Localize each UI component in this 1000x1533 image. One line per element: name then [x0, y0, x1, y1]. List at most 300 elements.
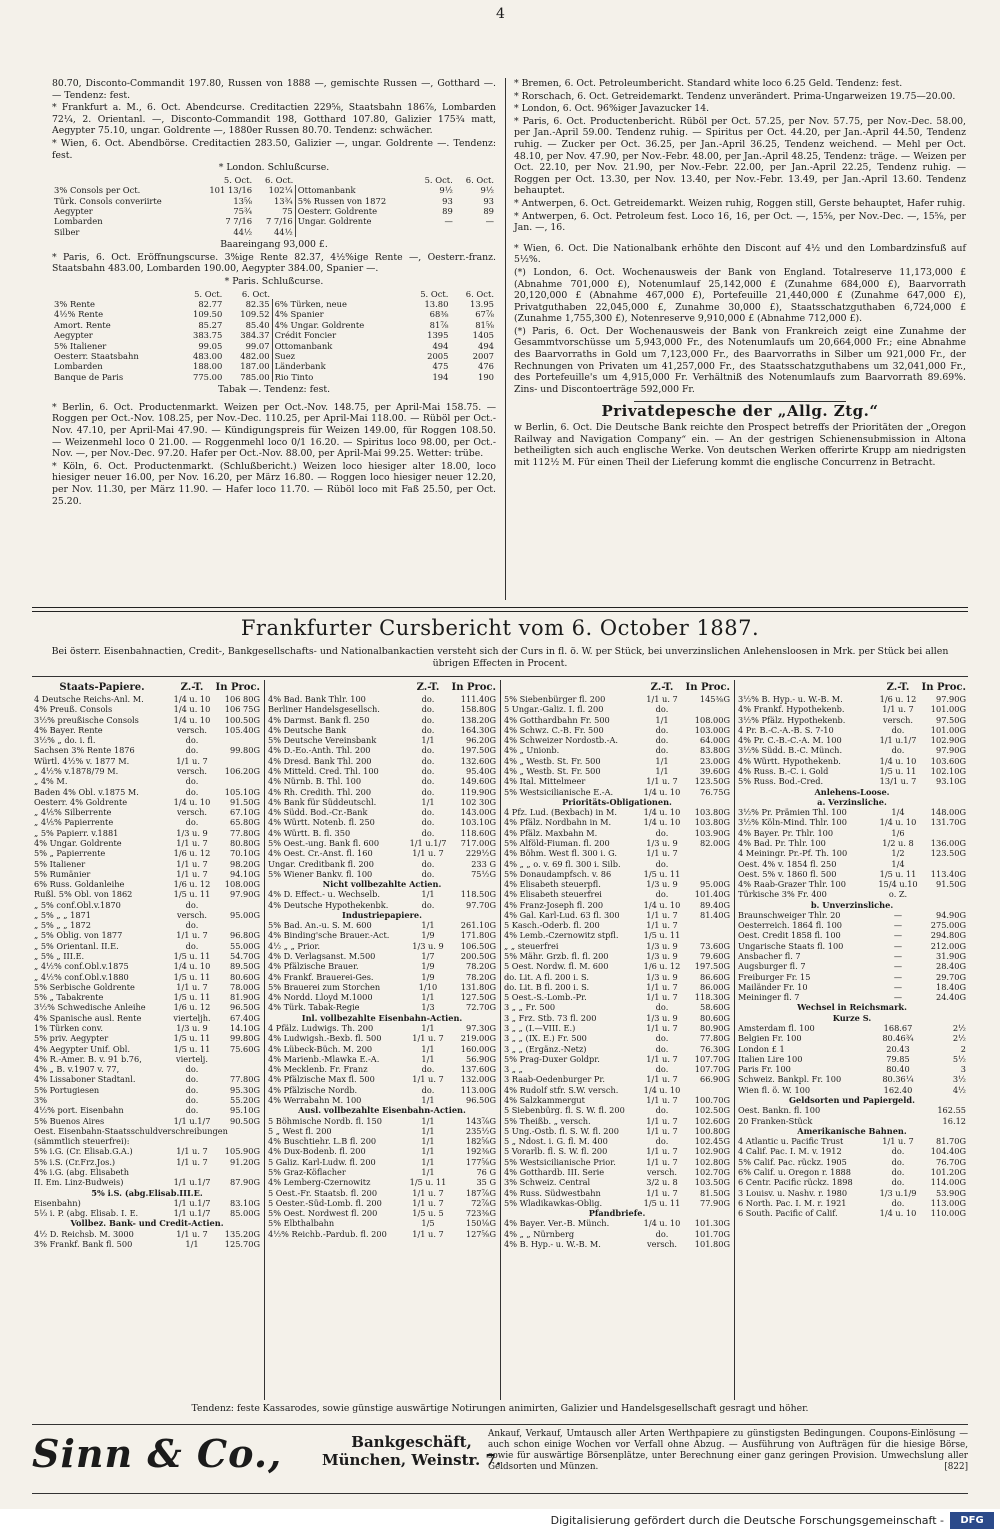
security-name: Banque de Paris	[54, 371, 124, 382]
security-name: Ottomanbank	[295, 185, 413, 195]
quote-value: 53.90G	[936, 1187, 966, 1198]
quote-value: 106 80G	[224, 694, 260, 704]
column-divider	[500, 680, 501, 1400]
quote-value: 4½	[952, 1084, 966, 1095]
interest-term: 1/3 u. 9	[646, 837, 678, 848]
quote-value: 101.00G	[930, 724, 966, 735]
security-name: „ 5% „ III.E.	[34, 951, 85, 962]
security-name: 4% Salzkammergut	[504, 1094, 585, 1105]
security-name: 4% Lemberg-Czernowitz	[268, 1177, 371, 1188]
interest-term: 1/5 u. 11	[173, 971, 211, 982]
security-name: London £ 1	[738, 1043, 785, 1054]
quote-row	[52, 341, 496, 351]
table-row	[738, 961, 966, 971]
security-name: Braunschweiger Thlr. 20	[738, 909, 841, 920]
security-name: 4% Türk. Tabak-Regie	[268, 1002, 360, 1013]
interest-term: 1/4 u. 10	[173, 694, 211, 704]
quote-value: 7 7/16	[265, 216, 293, 227]
table-row	[504, 735, 730, 745]
table-row	[738, 930, 966, 940]
interest-term: 1/1	[421, 992, 435, 1003]
quote-value: 82.77	[198, 298, 223, 309]
interest-term: 1/6 u. 12	[173, 848, 211, 859]
quote-value: 219.00G	[460, 1033, 496, 1044]
security-name: 5% Italiener	[34, 858, 86, 869]
quote-value: 275.00G	[930, 920, 966, 931]
quote-value: 483.00	[193, 351, 223, 361]
table-row	[268, 961, 496, 971]
interest-term: do.	[891, 1156, 905, 1167]
security-name: 5% Theißb. „ versch.	[504, 1115, 591, 1126]
quote-value: 103.60G	[930, 755, 966, 766]
security-name: 5 Oest.-S.-Lomb.-Pr.	[504, 992, 587, 1003]
table-row	[268, 900, 496, 910]
security-name: 5% Oest. Nordwest fl. 200	[268, 1208, 378, 1219]
quote-value: 2005	[427, 351, 449, 361]
quote-value: 103.00G	[694, 724, 730, 735]
quote-value: 56.90G	[466, 1053, 496, 1064]
interest-term: do.	[185, 940, 199, 951]
interest-term: 1/4 u. 10	[643, 817, 681, 828]
quote-value: 66.90G	[700, 1074, 730, 1085]
security-name: 3% Consols per Oct.	[54, 185, 141, 196]
interest-term: 15/4 u.10	[878, 879, 918, 890]
quote-value: 113.40G	[930, 868, 966, 879]
table-row	[738, 982, 966, 992]
table-row	[504, 1095, 730, 1105]
table-row	[504, 1105, 730, 1115]
table-row	[738, 1105, 966, 1115]
security-name: 5⅓ i. P. (abg. Elisab. I. E.	[34, 1208, 139, 1219]
table-row	[504, 1116, 730, 1126]
quote-value: 90.50G	[230, 1115, 260, 1126]
security-name: 4% Mecklenb. Fr. Franz	[268, 1064, 368, 1075]
interest-term: do.	[891, 1166, 905, 1177]
quote-value: 105.40G	[224, 724, 260, 735]
quote-value	[920, 859, 966, 869]
security-name: 4% Schweizer Nordostb.-A.	[504, 735, 619, 746]
security-name: 4% Lübeck-Büch. M. 200	[268, 1043, 373, 1054]
interest-term: 1/1 u. 7	[176, 1228, 208, 1239]
table-row	[504, 828, 730, 838]
security-name: Oesterreich. 1864 fl. 100	[738, 920, 842, 931]
interest-term: 1/9	[421, 961, 435, 972]
security-name: 4% Spanische ausl. Rente	[34, 1012, 142, 1023]
date-header: 5. Oct.	[223, 174, 253, 185]
quote-value: 96.80G	[230, 930, 260, 941]
table-row	[738, 1188, 966, 1198]
table-row	[34, 787, 260, 797]
interest-term: do.	[421, 724, 435, 735]
quote-value: 182⅝G	[465, 1136, 496, 1147]
interest-term: do.	[421, 714, 435, 725]
column-divider	[734, 680, 735, 1400]
quote-value: 187.00	[240, 361, 270, 372]
security-name: Amort. Rente	[54, 319, 111, 330]
table-row	[34, 961, 260, 971]
table-row	[504, 869, 730, 879]
table-row	[34, 1105, 260, 1115]
table-row	[504, 930, 730, 940]
security-name: 4% Lissaboner Stadtanl.	[34, 1074, 136, 1085]
interest-term: do.	[891, 1177, 905, 1188]
interest-term: 1/1 u. 7	[646, 694, 678, 704]
security-name: „ 5% Orientanl. II.E.	[34, 940, 119, 951]
table-row	[34, 1074, 260, 1084]
table-row	[34, 889, 260, 899]
security-name: 3½% Pfälz. Hypothekenb.	[738, 714, 846, 725]
quote-value: 99.80G	[230, 745, 260, 756]
quote-value: 9½	[439, 185, 453, 196]
security-name: Oest. Eisenbahn-Staatsschuldverschreibungen	[34, 1125, 228, 1136]
zt-header: Z.-T.	[416, 682, 440, 693]
interest-term: do.	[655, 1043, 669, 1054]
quote-value: 81.90G	[230, 992, 260, 1003]
security-name: 3 „ „ Fr. 500	[504, 1002, 556, 1013]
security-name: 5% Italiener	[54, 340, 107, 351]
security-name: 5% Mähr. Grzb. fl. fl. 200	[504, 951, 609, 962]
table-row	[268, 1095, 496, 1105]
interest-term: do.	[185, 920, 199, 931]
quote-value: 192⅜G	[465, 1146, 496, 1157]
table-row	[34, 756, 260, 766]
security-name: 4% Russ. Südwestbahn	[504, 1187, 601, 1198]
table-row	[268, 1074, 496, 1084]
interest-term: 1/1	[421, 889, 435, 900]
security-name: 4% Raab-Grazer Thlr. 100	[738, 879, 846, 890]
table-row	[34, 1146, 260, 1156]
table-row	[738, 972, 966, 982]
interest-term: 1/5 u. 11	[173, 1043, 211, 1054]
interest-term: 1/1 u.1/7	[409, 837, 447, 848]
interest-term: do.	[891, 745, 905, 756]
quote-value: 95.40G	[466, 765, 496, 776]
table-row	[504, 1136, 730, 1146]
quote-value: 31.90G	[936, 951, 966, 962]
quote-value: 106.20G	[224, 765, 260, 776]
table-row	[738, 766, 966, 776]
table-row	[34, 1239, 260, 1249]
security-name: 5 Oester.-Süd-Lomb. fl. 200	[268, 1197, 382, 1208]
table-row	[34, 1002, 260, 1012]
table-row	[268, 1198, 496, 1208]
table-row	[268, 869, 496, 879]
interest-term: 1/3	[421, 1002, 435, 1013]
table-row	[268, 776, 496, 786]
security-name: 4 Pfz. Lud. (Bexbach) in M.	[504, 807, 617, 818]
quote-value: 70.10G	[230, 848, 260, 859]
table-row	[34, 817, 260, 827]
security-name: 5% Deutsche Vereinsbank	[268, 735, 377, 746]
security-name: Oest. Bankn. fl. 100	[738, 1105, 821, 1116]
quote-value: 96.50G	[230, 1002, 260, 1013]
quote-value: 494	[478, 340, 494, 351]
security-name: 4% Pfälzische Nordb.	[268, 1084, 358, 1095]
interest-term: 1/1 u. 7	[646, 1023, 678, 1033]
security-name: 3 „ „ (I.—VIII. E.)	[504, 1023, 576, 1033]
kursbericht-title: Frankfurter Cursbericht vom 6. October 1887.	[240, 616, 760, 640]
quote-value: 1405	[472, 330, 494, 341]
table-row	[504, 1177, 730, 1187]
security-name: Ansbacher fl. 7	[738, 951, 801, 962]
quote-value: 197.50G	[460, 745, 496, 756]
security-name: 4% Gotthardb. III. Serie	[504, 1166, 605, 1177]
quote-value: —	[444, 216, 453, 227]
quote-value	[684, 1085, 730, 1095]
security-name: Amerikanische Bahnen.	[797, 1125, 907, 1136]
quote-value	[214, 1054, 260, 1064]
quote-value: 72.70G	[466, 1002, 496, 1013]
quote-value: 102 30G	[460, 796, 496, 807]
text-paragraph: * Paris, 6. Oct. Productenbericht. Rüböl per Oct. 57.25, per Nov. 57.75, per Nov.-Dec. 58.00, per Jan.-April 59.00. Tendenz ruhig. — Spiritus per Oct. 44.20, per Jan.-April 44.50, Tendenz ruhig. — Zucker per Oct. 36.25, per Jan.-April 36.25, Tendenz weichend. — Mehl per Oct. 48.10, per Nov. 47.90, per Nov.-Febr. 48.00, per Jan.-April 48.25, Tendenz: träge. — Weizen per Oct. 22.10, per Nov. 21.90, per Nov.-Febr. 22.00, per Jan.-April 22.25, Tendenz ruhig. — Roggen per Oct. 13.30, per Nov. 13.40, per Nov.-Febr. 13.49, per Jan.-April 13.60. Tendenz behauptet.	[514, 115, 966, 197]
table-row	[268, 889, 496, 899]
interest-term: 162.40	[883, 1084, 913, 1095]
section-rule	[32, 607, 968, 612]
quote-value: 102.60G	[694, 1115, 730, 1126]
interest-term: do.	[655, 1105, 669, 1116]
interest-term: 1/3 u. 9	[646, 940, 678, 951]
security-name: Ungar. Goldrente	[295, 216, 413, 226]
group-heading	[268, 1105, 496, 1115]
security-name: 4% Schwz. C.-B. Fr. 500	[504, 724, 604, 735]
table-row	[34, 930, 260, 940]
table-row	[738, 807, 966, 817]
quote-value: 717.00G	[460, 837, 496, 848]
quote-value: 138.20G	[460, 714, 496, 725]
table-row	[268, 1116, 496, 1126]
interest-term: 1/4 u. 10	[643, 899, 681, 910]
quote-value: 72⅞G	[471, 1197, 496, 1208]
quote-value: 67⅞	[475, 309, 494, 320]
quote-value: 80.90G	[700, 1023, 730, 1033]
table-row	[738, 1198, 966, 1208]
interest-term: 1/3 u. 9	[646, 971, 678, 982]
text-paragraph: * Antwerpen, 6. Oct. Getreidemarkt. Weizen ruhig, Roggen still, Gerste behauptet, Hafer ruhig.	[514, 197, 966, 209]
quote-value: 54.70G	[230, 951, 260, 962]
interest-term: vierteljh.	[173, 1012, 211, 1023]
interest-term: o. Z.	[888, 889, 908, 900]
group-heading	[34, 1188, 260, 1198]
security-name: 4% Bayer. Ver.-B. Münch.	[504, 1218, 610, 1229]
quote-value: 91.50G	[230, 796, 260, 807]
quote-value: 96.20G	[466, 735, 496, 746]
security-name: 4% Oest. Cr.-Anst. fl. 160	[268, 848, 373, 859]
security-name: 4% Bayer. Rente	[34, 724, 103, 735]
quote-value: 86.60G	[700, 971, 730, 982]
table-row	[268, 941, 496, 951]
security-name: 5 Kasch.-Oderb. fl. 200	[504, 920, 600, 931]
security-name: 6% Calif. u. Oregon r. 1888	[738, 1166, 851, 1177]
quote-value: 102.50G	[694, 1105, 730, 1116]
table-row	[268, 1136, 496, 1146]
quote-value: 16.12	[942, 1115, 966, 1126]
interest-term: 1/4 u. 10	[643, 1218, 681, 1229]
column-header	[738, 681, 966, 694]
quote-value: 85.00G	[230, 1208, 260, 1219]
quote-value: 64.00G	[700, 735, 730, 746]
quote-value: 103.90G	[694, 827, 730, 838]
table-row	[34, 900, 260, 910]
quote-value: 75	[282, 205, 293, 216]
security-name: 1% Türken conv.	[34, 1023, 103, 1033]
security-name: 4 Deutsche Reichs-Anl. M.	[34, 694, 144, 704]
quote-value: 75.60G	[230, 1043, 260, 1054]
table-row	[34, 972, 260, 982]
table-row	[268, 797, 496, 807]
group-heading	[738, 1126, 966, 1136]
security-name: 5% Bad. An.-u. S. M. 600	[268, 920, 372, 931]
quote-row	[52, 216, 496, 226]
interest-term: 1/5 u. 11	[879, 765, 917, 776]
table-row	[268, 745, 496, 755]
interest-term: 1/4 u. 10	[643, 786, 681, 797]
quote-value: 102.90G	[694, 1146, 730, 1157]
table-row	[738, 1167, 966, 1177]
text-paragraph: * Frankfurt a. M., 6. Oct. Abendcurse. Creditactien 229⅝, Staatsbahn 186⅞, Lombarden 72¼, 2. Orientanl. —, Disconto-Commandit 198, Gotthard 107.80, Galizier 175¾ matt, Aegypter 75.10, ungar. Goldrente —, 1880er Russen 80.70. Tendenz: schwächer.	[52, 102, 496, 137]
group-heading	[738, 1002, 966, 1012]
security-name: (sämmtlich steuerfrei):	[34, 1136, 130, 1147]
quote-value: 97.90G	[936, 745, 966, 756]
quote-row	[52, 320, 496, 330]
security-name: 3½% preußische Consols	[34, 714, 139, 725]
quote-value: 187⅞G	[465, 1187, 496, 1198]
interest-term: do.	[185, 745, 199, 756]
security-name: 4 Atlantic u. Pacific Trust	[738, 1136, 844, 1147]
interest-term: 1/1	[421, 1053, 435, 1064]
column-header	[504, 681, 730, 694]
security-name: 5% Elbthalbahn	[268, 1218, 335, 1229]
table-row	[34, 1167, 260, 1177]
interest-term: 1/1 u. 7	[176, 981, 208, 992]
quote-value	[684, 859, 730, 869]
quote-value	[920, 828, 966, 838]
table-row	[34, 951, 260, 961]
interest-term: 1/1 u.1/7	[173, 1115, 211, 1126]
security-name: 5% „ Tabakrente	[34, 992, 104, 1003]
interest-term: do.	[185, 786, 199, 797]
interest-term	[228, 1126, 244, 1136]
security-name: 4% Dux-Bodenb. fl. 200	[268, 1146, 366, 1157]
interest-term: do.	[421, 868, 435, 879]
quote-value: 2007	[472, 351, 494, 361]
table-row	[504, 766, 730, 776]
interest-term: 1/1 u. 7	[176, 1156, 208, 1167]
table-row	[738, 879, 966, 889]
text-paragraph: * Wien, 6. Oct. Die Nationalbank erhöhte den Discont auf 4½ und den Lombardzinsfuß auf 5½%.	[514, 242, 966, 266]
quote-value: 44½	[273, 226, 293, 237]
security-name: Inl. vollbezahlte Eisenbahn-Actien.	[301, 1012, 463, 1023]
quote-value: 87.90G	[230, 1177, 260, 1188]
interest-term: 13/1 u. 7	[879, 776, 917, 787]
security-name: 4% Bayer. Pr. Thlr. 100	[738, 827, 834, 838]
quote-value: 125.70G	[224, 1238, 260, 1249]
quote-value: 113.00G	[460, 1084, 496, 1095]
security-name: 6 North. Pac. I. M. r. 1921	[738, 1197, 847, 1208]
security-name: 4% Dresd. Bank Thl. 200	[268, 755, 372, 766]
interest-term: do.	[185, 1074, 199, 1085]
security-name: Meininger fl. 7	[738, 992, 800, 1003]
security-name: 3½% B. Hyp.- u. W.-B. M.	[738, 694, 843, 704]
security-name: 4% Pr. C.-B.-C.-A. M. 100	[738, 735, 842, 746]
interest-term: 1/1	[421, 1156, 435, 1167]
interest-term: 1/1 u. 7	[646, 909, 678, 920]
table-row	[504, 817, 730, 827]
interest-term: do.	[421, 827, 435, 838]
quote-value: 9½	[480, 185, 494, 196]
security-name: Oesterr. Goldrente	[295, 206, 413, 216]
quote-value: 150⅛G	[465, 1218, 496, 1229]
table-row	[268, 1085, 496, 1095]
interest-term: do.	[421, 899, 435, 910]
table-row	[504, 1167, 730, 1177]
interest-term: do.	[185, 1064, 199, 1075]
interest-term: 1/3 u. 9	[176, 1023, 208, 1033]
quote-row	[52, 351, 496, 361]
security-name: 5% Rumänier	[34, 868, 91, 879]
table-row	[268, 787, 496, 797]
quote-value	[684, 704, 730, 714]
security-name: Rio Tinto	[272, 372, 405, 382]
security-name: 4% Mitteld. Cred. Thl. 100	[268, 765, 379, 776]
table-row	[504, 1054, 730, 1064]
interest-term: do.	[421, 694, 435, 704]
quote-value: 118.60G	[460, 827, 496, 838]
quote-value: 137.60G	[460, 1064, 496, 1075]
paris-table	[52, 289, 496, 383]
security-name: 4½% port. Eisenbahn	[34, 1105, 124, 1116]
quote-value: 79.60G	[700, 951, 730, 962]
table-row	[268, 1188, 496, 1198]
quote-value: 101.70G	[694, 1228, 730, 1239]
security-name: 3 Louisv. u. Nashv. r. 1980	[738, 1187, 848, 1198]
security-name: 4% Pfälzische Brauer.	[268, 961, 359, 972]
security-name: 3%	[34, 1094, 47, 1105]
quote-value: 99.80G	[230, 1033, 260, 1044]
security-name: Oesterr. Staatsbahn	[54, 351, 139, 361]
table-row	[504, 859, 730, 869]
interest-term: 1/5 u. 11	[173, 992, 211, 1003]
table-row	[34, 1054, 260, 1064]
group-heading	[268, 1013, 496, 1023]
interest-term: 1/1	[185, 1238, 199, 1249]
table-row	[738, 1074, 966, 1084]
section-heading: * London. Schlußcurse.	[218, 162, 330, 174]
quote-value: 14.10G	[230, 1023, 260, 1033]
kurs-column-4	[738, 681, 966, 1401]
quote-value: 85.40	[245, 319, 270, 330]
ad-line: Bankgeschäft,	[351, 1433, 472, 1451]
kurs-column-3	[504, 681, 730, 1401]
table-row	[34, 1013, 260, 1023]
table-row	[34, 941, 260, 951]
quote-value: 476	[478, 361, 494, 372]
security-name: 5% Graz-Köflacher	[268, 1166, 346, 1177]
security-name: 5% Wladikawkas-Oblig.	[504, 1197, 603, 1208]
security-name: 4½ „ „ Prior.	[268, 940, 321, 951]
interest-term: do.	[421, 786, 435, 797]
quote-value: —	[485, 216, 494, 227]
quote-value: 97.30G	[466, 1023, 496, 1033]
table-row	[738, 756, 966, 766]
quote-value: 80.80G	[230, 837, 260, 848]
interest-term: 1/5 u. 11	[879, 868, 917, 879]
interest-term: 1/1 u. 7	[412, 848, 444, 859]
security-name: 4% i.G. (abg. Elisabeth	[34, 1166, 129, 1177]
table-row	[34, 1208, 260, 1218]
table-row	[34, 838, 260, 848]
interest-term: do.	[655, 1228, 669, 1239]
security-name: 3½% Schwedische Anleihe	[34, 1002, 146, 1013]
